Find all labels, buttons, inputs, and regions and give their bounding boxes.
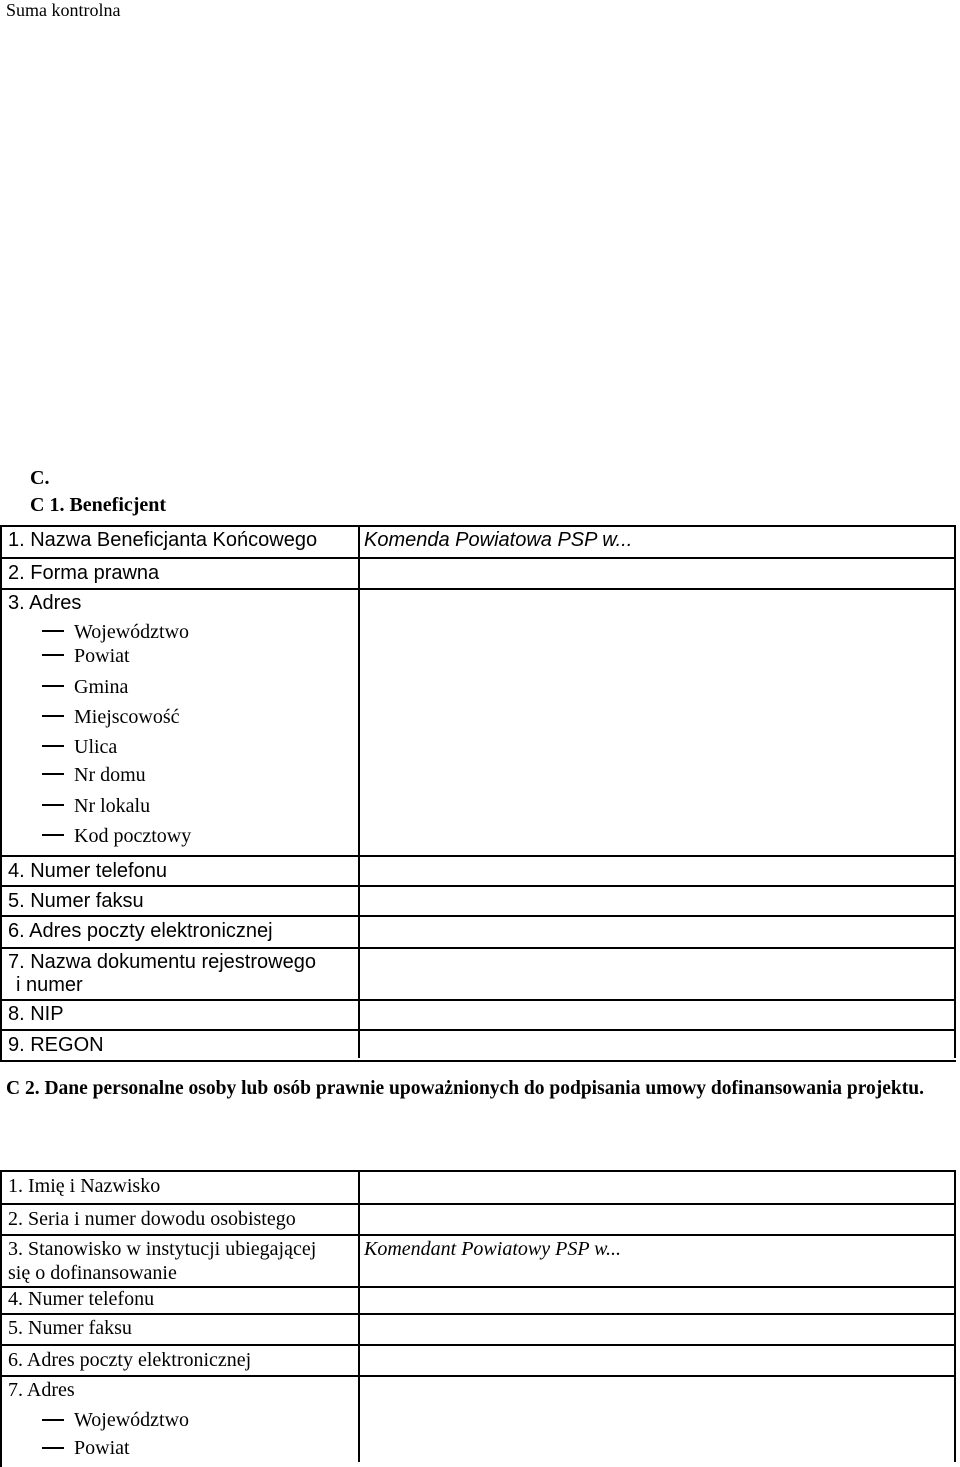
email-label: 6. Adres poczty elektronicznej <box>8 920 273 942</box>
c2-email-label: 6. Adres poczty elektronicznej <box>8 1349 252 1371</box>
address-item-street: Ulica <box>74 736 118 758</box>
dash-icon <box>42 630 64 632</box>
full-name-row <box>2 1172 956 1205</box>
address-item-county: Powiat <box>74 645 130 667</box>
nip-row <box>2 1001 956 1031</box>
c2-phone-row <box>2 1288 956 1315</box>
address-item-commune: Gmina <box>74 676 129 698</box>
address-row <box>2 590 956 857</box>
phone-row <box>2 857 956 887</box>
beneficiary-table <box>0 525 956 1062</box>
id-card-label: 2. Seria i numer dowodu osobistego <box>8 1208 296 1230</box>
dash-icon <box>42 1419 64 1421</box>
c2-fax-row <box>2 1315 956 1346</box>
dash-icon <box>42 745 64 747</box>
fax-label: 5. Numer faksu <box>8 890 144 912</box>
legal-form-label: 2. Forma prawna <box>8 562 160 584</box>
email-row <box>2 917 956 949</box>
dash-icon <box>42 773 64 775</box>
position-label: 3. Stanowisko w instytucji ubiegającej <box>8 1238 317 1260</box>
full-name-label: 1. Imię i Nazwisko <box>8 1175 161 1197</box>
dash-icon <box>42 715 64 717</box>
c2-address-item-voivodeship: Województwo <box>74 1409 190 1431</box>
address-item-house-number: Nr domu <box>74 764 146 786</box>
registration-document-label-line2: i numer <box>16 974 83 996</box>
dash-icon <box>42 685 64 687</box>
c2-fax-label: 5. Numer faksu <box>8 1317 132 1339</box>
address-item-flat-number: Nr lokalu <box>74 795 151 817</box>
c2-address-item-county: Powiat <box>74 1437 130 1459</box>
authorized-persons-table <box>0 1170 956 1467</box>
c2-email-row <box>2 1346 956 1377</box>
c2-address-label: 7. Adres <box>8 1379 75 1401</box>
dash-icon <box>42 1447 64 1449</box>
c2-address-row <box>2 1377 956 1467</box>
beneficiary-name-value[interactable]: Komenda Powiatowa PSP w... <box>364 529 633 551</box>
position-label-line2: się o dofinansowanie <box>8 1262 177 1284</box>
address-item-postal-code: Kod pocztowy <box>74 825 192 847</box>
id-card-row <box>2 1205 956 1236</box>
document-title: Suma kontrolna <box>6 0 121 20</box>
section-c-heading: C. <box>30 467 50 489</box>
address-item-voivodeship: Województwo <box>74 621 190 643</box>
regon-label: 9. REGON <box>8 1034 104 1056</box>
position-value[interactable]: Komendant Powiatowy PSP w... <box>364 1238 622 1260</box>
regon-row <box>2 1031 956 1062</box>
c2-phone-label: 4. Numer telefonu <box>8 1288 155 1310</box>
fax-row <box>2 887 956 917</box>
section-c1-heading: C 1. Beneficjent <box>30 494 167 516</box>
beneficiary-name-label: 1. Nazwa Beneficjanta Końcowego <box>8 529 318 551</box>
address-item-locality: Miejscowość <box>74 706 180 728</box>
beneficiary-name-row <box>2 527 956 559</box>
registration-document-label: 7. Nazwa dokumentu rejestrowego <box>8 951 316 973</box>
dash-icon <box>42 804 64 806</box>
section-c2-heading: C 2. Dane personalne osoby lub osób prawnie upoważnionych do podpisania umowy dofinansowania projektu. <box>6 1078 924 1099</box>
legal-form-row <box>2 559 956 590</box>
address-label: 3. Adres <box>8 592 82 614</box>
nip-label: 8. NIP <box>8 1003 64 1025</box>
phone-label: 4. Numer telefonu <box>8 860 167 882</box>
registration-document-row <box>2 949 956 1001</box>
position-row <box>2 1236 956 1288</box>
dash-icon <box>42 654 64 656</box>
dash-icon <box>42 834 64 836</box>
